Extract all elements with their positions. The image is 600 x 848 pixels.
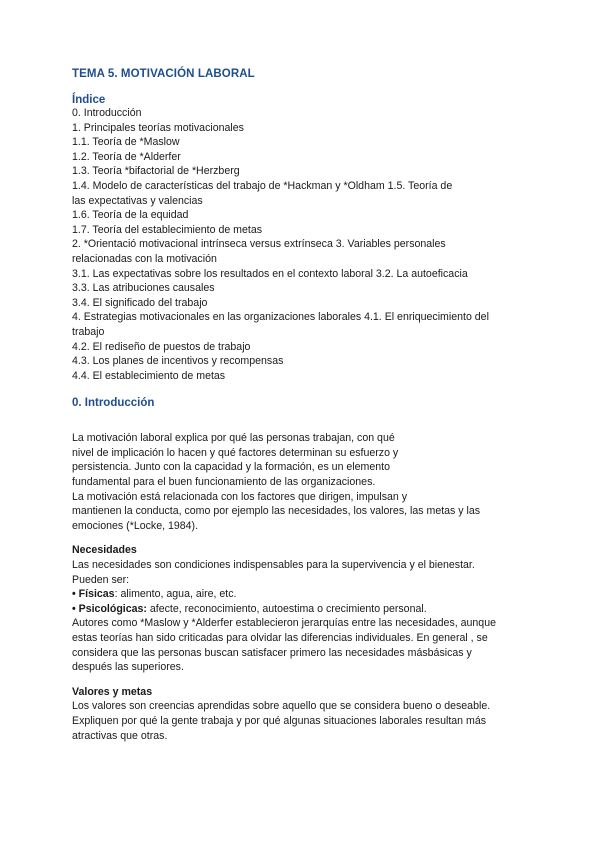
toc-line: 1.3. Teoría *bifactorial de *Herzberg [72, 165, 240, 178]
toc-line: 1.2. Teoría de *Alderfer [72, 150, 181, 163]
toc-line: 0. Introducción [72, 107, 142, 119]
needs-section [72, 558, 532, 675]
toc-line: relacionadas con la motivación [72, 252, 217, 265]
needs-physical-item [72, 587, 532, 602]
values-line: atractivas que otras. [72, 729, 168, 742]
document-page [72, 68, 532, 743]
toc-line: 4.4. El establecimiento de metas [72, 369, 226, 382]
intro-paragraph [72, 431, 532, 533]
intro-line: La motivación laboral explica por qué las personas trabajan, con qué [72, 432, 395, 445]
toc-line: 4.2. El rediseño de puestos de trabajo [72, 340, 251, 353]
document-title: TEMA 5. MOTIVACIÓN LABORAL [72, 68, 255, 80]
toc-line: 3.3. Las atribuciones causales [72, 282, 215, 295]
values-line: Los valores son creencias aprendidas sobre aquello que se considera bueno o deseable. [72, 700, 491, 713]
needs-psych-item [72, 602, 532, 617]
table-of-contents [72, 106, 532, 383]
intro-line: emociones (*Locke, 1984). [72, 519, 199, 532]
intro-line: persistencia. Junto con la capacidad y la formación, es un elemento [72, 461, 390, 474]
index-heading: Índice [72, 94, 106, 106]
toc-line: 1. Principales teorías motivacionales [72, 121, 244, 134]
intro-heading: 0. Introducción [72, 397, 155, 410]
toc-line: 3.4. El significado del trabajo [72, 296, 208, 309]
needs-line: Pueden ser: [72, 573, 130, 586]
physical-label: • Físicas [72, 588, 115, 601]
needs-line: después las superiores. [72, 661, 184, 674]
needs-line: considera que las personas buscan satisfacer primero las necesidades másbásicas y [72, 646, 472, 659]
toc-line: las expectativas y valencias [72, 194, 203, 207]
intro-line: fundamental para el buen funcionamiento de las organizaciones. [72, 476, 376, 489]
intro-line: nivel de implicación lo hacen y qué factores determinan su esfuerzo y [72, 446, 399, 459]
needs-heading: Necesidades [72, 544, 137, 557]
needs-line: estas teorías han sido criticadas para olvidar las diferencias individuales. En general , se [72, 632, 488, 644]
needs-line: Autores como *Maslow y *Alderfer establecieron jerarquías entre las necesidades, aunque [72, 617, 496, 630]
toc-line: trabajo [72, 325, 105, 338]
intro-line: La motivación está relacionada con los factores que dirigen, impulsan y [72, 490, 408, 503]
needs-line: Las necesidades son condiciones indispensables para la supervivencia y el bienestar. [72, 559, 475, 572]
toc-line: 3.1. Las expectativas sobre los resultados en el contexto laboral 3.2. La autoeficacia [72, 267, 468, 280]
psych-text: afecte, reconocimiento, autoestima o crecimiento personal. [146, 602, 427, 615]
psych-label: • Psicológicas: [72, 602, 147, 615]
values-section [72, 699, 532, 743]
toc-line: 1.1. Teoría de *Maslow [72, 136, 180, 149]
toc-line: 1.7. Teoría del establecimiento de metas [72, 223, 263, 236]
values-heading: Valores y metas [72, 685, 153, 698]
physical-text: : alimento, agua, aire, etc. [114, 588, 237, 601]
toc-line: 1.6. Teoría de la equidad [72, 209, 189, 222]
values-line: Expliquen por qué la gente trabaja y por qué algunas situaciones laborales resultan más [72, 714, 487, 727]
toc-line: 2. *Orientació motivacional intrínseca versus extrínseca 3. Variables personales [72, 238, 446, 251]
toc-line: 1.4. Modelo de características del trabajo de *Hackman y *Oldham 1.5. Teoría de [72, 179, 453, 192]
toc-line: 4. Estrategias motivacionales en las organizaciones laborales 4.1. El enriquecimiento del [72, 311, 489, 324]
toc-line: 4.3. Los planes de incentivos y recompensas [72, 355, 284, 368]
intro-line: mantienen la conducta, como por ejemplo las necesidades, los valores, las metas y las [72, 505, 481, 518]
